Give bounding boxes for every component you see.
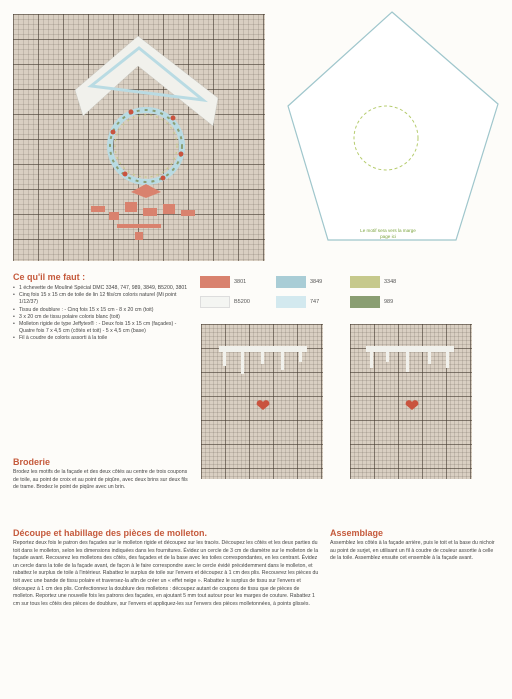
birdhouse-template <box>280 8 508 248</box>
swatch-code: 989 <box>384 299 394 305</box>
list-item: • Fil à coudre de coloris assorti à la toile <box>13 335 193 342</box>
list-item: • Cinq fois 15 x 15 cm de toile de lin 12 fils/cm coloris naturel (Mi point 1/12/37) <box>13 292 193 306</box>
berry <box>123 172 128 177</box>
template-label2: page ici <box>380 234 396 239</box>
materials-list <box>13 285 193 343</box>
broderie-text: Brodez les motifs de la façade et des deux côtés au centre de trois coupons de toile, au point de croix et au point de piqûre, avec deux brins sur deux fils de trame. Brodez le point de piqûre avec un brin. <box>13 469 188 491</box>
wreath-inner <box>115 115 177 177</box>
template-label: Le motif sera vers la marge <box>360 228 416 233</box>
assemblage-text: Assemblez les côtés à la façade arrière, puis le toit et la base du nichoir au point de surjet, en utilisant un fil à coudre de couleur assortie à celle de la toile. Assemblez ensuite cet ensemble à la façade avant. <box>330 540 495 562</box>
berry <box>171 116 176 121</box>
side-motif <box>201 324 323 479</box>
wreath-ring <box>110 110 182 182</box>
heart-icon <box>406 400 419 410</box>
broderie-section <box>13 457 191 492</box>
bow-motif <box>131 184 161 198</box>
berry <box>161 176 166 181</box>
swatch-color <box>200 276 230 288</box>
swatch-b5200 <box>200 296 250 308</box>
list-item: • 3 x 20 cm de tissu polaire coloris blanc (toit) <box>13 314 193 321</box>
heart-icon <box>257 400 270 410</box>
swatch-color <box>350 276 380 288</box>
swatch-code: 3348 <box>384 279 397 285</box>
lower-motif <box>91 202 195 240</box>
pentagon-outline <box>288 12 498 240</box>
swatch-color <box>276 296 306 308</box>
main-chart <box>13 14 265 261</box>
swatch-3849 <box>276 276 322 288</box>
swatch-color <box>200 296 230 308</box>
swatch-code: 747 <box>310 299 320 305</box>
materials-section <box>13 272 193 343</box>
side-motif <box>350 324 472 479</box>
list-item: • 1 échevette de Mouliné Spécial DMC 3348, 747, 989, 3849, B5200, 3801 <box>13 285 193 292</box>
side-chart-right <box>350 324 472 479</box>
materials-title: Ce qu'il me faut : <box>13 272 86 282</box>
chart-motif <box>13 14 265 261</box>
swatch-3348 <box>350 276 396 288</box>
side-chart-left <box>201 324 323 479</box>
berry <box>179 152 184 157</box>
swatch-989 <box>350 296 393 308</box>
list-item: • Tissu de doublure : - Cinq fois 15 x 15 cm - 8 x 20 cm (toit) <box>13 307 193 314</box>
swatch-color <box>350 296 380 308</box>
swatch-3801 <box>200 276 246 288</box>
swatch-747 <box>276 296 319 308</box>
decoupe-title: Découpe et habillage des pièces de molleton. <box>13 528 208 538</box>
decoupe-text: Reportez deux fois le patron des façades sur le molleton rigide et découpez sur les tracés. Découpez les côtés et les deux parties du toit dans le molleton, selon les dimensions indiquées dans les fournitures. Évidez un cercle de 3 cm de diamètre sur le molleton de la façade avant. Recouvrez les molletons des côtés, des façades et de la base avec les toiles correspondantes, en les centrant. Évidez un cercle dans la toile de la façade avant, de façon à le faire correspondre avec le cercle évidé précédemment dans le molleton, et rabattez le surplus de toile à l'intérieur. Rabattez le surplus de toile sur l'envers et découpez à 1 cm des plis. Recouvrez les pièces du toit avec une bande de tissu polaire et traversez-la afin de créer un « effet neige ». Rabattez le surplus de tissu sur l'envers et découpez à 1 cm des plis. Confectionnez la doublure des molletons : découpez autant de coupons de tissu que de pièces de molleton. Reportez une nouvelle fois les patrons des façades, en ajoutant 5 mm tout autour pour les marges de couture. Rabattez 1 cm sur tous les côtés des pièces de doublure, sur l'envers et appliquez-les sur l'envers des pièces molletonnées, à points glissés. <box>13 540 319 607</box>
berry <box>129 110 134 115</box>
swatch-code: 3849 <box>310 279 323 285</box>
assemblage-section <box>330 528 498 563</box>
broderie-title: Broderie <box>13 457 51 467</box>
assemblage-title: Assemblage <box>330 528 384 538</box>
swatch-color <box>276 276 306 288</box>
decoupe-section <box>13 528 319 608</box>
list-item: • Molleton rigide de type Jeffytex® : - Deux fois 15 x 15 cm (façades) - Quatre fois 7 x 4,5 cm (côtés et toit) - 5 x 4,5 cm (base) <box>13 321 193 335</box>
swatch-code: B5200 <box>234 299 250 305</box>
swatch-code: 3801 <box>234 279 247 285</box>
berry <box>111 130 116 135</box>
